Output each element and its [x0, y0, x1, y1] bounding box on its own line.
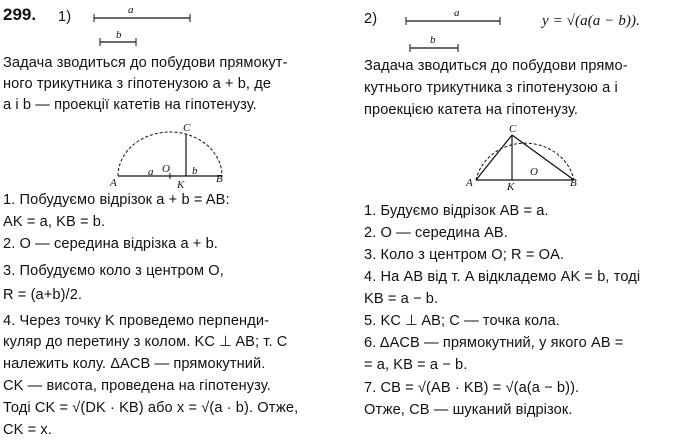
left-line-4: 1. Побудуємо відрізок a + b = AB: — [3, 192, 230, 208]
right-line-10: 6. ΔACB — прямокутний, у якого AB = — [364, 335, 624, 351]
left-line-10: куляр до перетину з колом. KC ⊥ AB; т. C — [3, 334, 288, 350]
left-line-2: ного трикутника з гіпотенузою a + b, де — [3, 76, 272, 92]
right-line-8: KB = a − b. — [364, 291, 439, 307]
segment-a-label: a — [128, 4, 134, 16]
left-line-8: R = (a+b)/2. — [3, 287, 83, 303]
figure-label-b: B — [216, 173, 223, 185]
left-given-segments — [90, 6, 200, 48]
right-line-9: 5. KC ⊥ AB; C — точка кола. — [364, 313, 560, 329]
right-line-2: кутнього трикутника з гіпотенузою a і — [364, 80, 618, 96]
left-line-1: Задача зводиться до побудови прямокут- — [3, 55, 288, 71]
left-case-label: 1) — [58, 9, 72, 25]
left-line-11: належить колу. ΔACB — прямокутний. — [3, 356, 266, 372]
left-construction-figure — [110, 122, 230, 190]
figure-label-k: K — [177, 179, 185, 191]
segment-b-label: b — [430, 34, 436, 46]
right-construction-figure — [470, 123, 580, 190]
figure-label-o: O — [162, 163, 170, 175]
segment-a-label: a — [454, 7, 460, 19]
left-line-12: CK — висота, проведена на гіпотенузу. — [3, 378, 271, 394]
left-line-3: a і b — проекції катетів на гіпотенузу. — [3, 97, 257, 113]
figure-label-k: K — [507, 181, 515, 193]
left-line-7: 3. Побудуємо коло з центром O, — [3, 263, 224, 279]
figure-label-b: B — [570, 177, 577, 189]
figure-label-a-small: a — [148, 166, 154, 178]
side-cb — [512, 135, 574, 180]
right-line-13: Отже, CB — шуканий відрізок. — [364, 402, 573, 418]
left-line-14: CK = x. — [3, 422, 52, 438]
right-case-label: 2) — [364, 11, 378, 27]
right-line-5: 2. O — середина AB. — [364, 225, 508, 241]
problem-number: 299. — [3, 5, 37, 24]
figure-label-a: A — [466, 177, 473, 189]
left-line-13: Тоді CK = √(DK · KB) або x = √(a · b). Отже, — [3, 400, 299, 416]
figure-label-c: C — [509, 123, 517, 135]
figure-label-b-small: b — [192, 165, 198, 177]
right-line-7: 4. На AB від т. A відкладемо AK = b, тоді — [364, 269, 641, 285]
right-formula: y = √(a(a − b)). — [542, 13, 640, 29]
figure-label-c: C — [183, 122, 191, 134]
left-line-6: 2. O — середина відрізка a + b. — [3, 236, 218, 252]
left-line-9: 4. Через точку K проведемо перпенди- — [3, 313, 270, 329]
right-line-6: 3. Коло з центром O; R = OA. — [364, 247, 565, 263]
segment-b-label: b — [116, 29, 122, 41]
semicircle — [118, 132, 222, 176]
right-line-1: Задача зводиться до побудови прямо- — [364, 58, 628, 74]
figure-label-a: A — [110, 177, 117, 189]
right-line-3: проекцією катета на гіпотенузу. — [364, 102, 579, 118]
right-line-12: 7. CB = √(AB · KB) = √(a(a − b)). — [364, 380, 580, 396]
figure-label-o: O — [530, 166, 538, 178]
side-ac — [476, 135, 512, 180]
left-line-5: AK = a, KB = b. — [3, 214, 106, 230]
right-line-4: 1. Будуємо відрізок AB = a. — [364, 203, 549, 219]
right-line-11: = a, KB = a − b. — [364, 357, 468, 373]
